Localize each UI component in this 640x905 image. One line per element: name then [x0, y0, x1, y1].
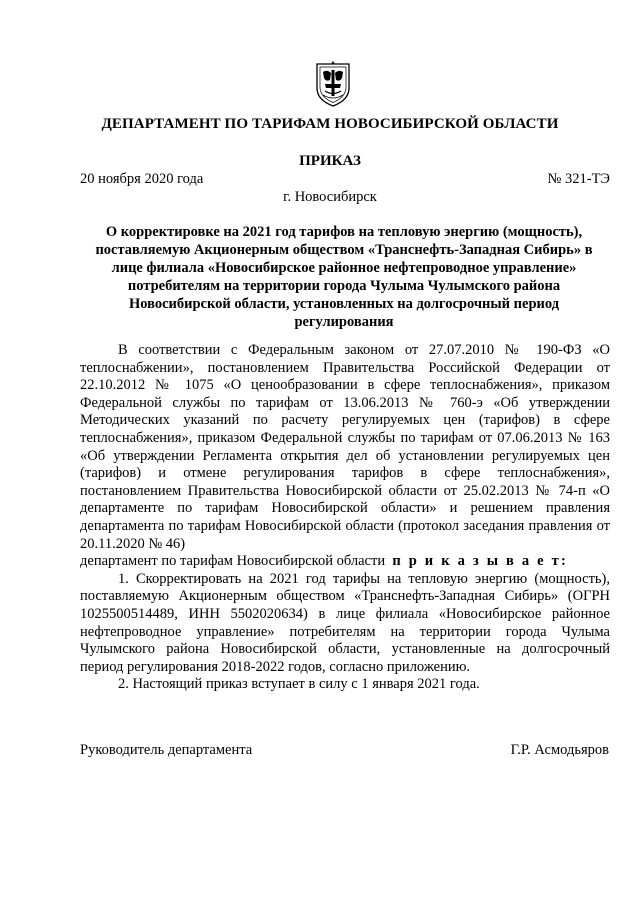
orders-word: п р и к а з ы в а е т: [392, 553, 568, 570]
subject-line: Новосибирской области, установленных на долгосрочный период [128, 296, 560, 312]
subject-line: поставляемую Акционерным обществом «Транснефть-Западная Сибирь» в [95, 242, 593, 258]
coat-of-arms-icon [313, 58, 353, 108]
subject-line: регулирования [294, 314, 394, 330]
subject-line: потребителям на территории города Чулыма Чулымского района [127, 278, 561, 294]
subject-line: лице филиала «Новосибирское районное нефтепроводное управление» [111, 260, 577, 276]
order-item-1: 1. Скорректировать на 2021 год тарифы на тепловую энергию (мощность), поставляемую Акционерным обществом «Транснефть-Западная Сибирь» (ОГРН 1025500514489, ИНН 5502020634) в лице филиала «Новосибирское районное нефтепроводное управление» потребителям на территории города Чулыма Чулымского района Новосибирской области, установленные на долгосрочный период регулирования 2018-2022 годов, согласно приложению. [80, 570, 610, 675]
subject-line: О корректировке на 2021 год тарифов на тепловую энергию (мощность), [105, 224, 583, 240]
order-title: ПРИКАЗ [299, 153, 361, 169]
department-name: ДЕПАРТАМЕНТ ПО ТАРИФАМ НОВОСИБИРСКОЙ ОБЛАСТИ [101, 116, 559, 132]
orders-line [80, 553, 610, 571]
order-body [80, 342, 610, 694]
orders-lead: департамент по тарифам Новосибирской области [80, 553, 386, 570]
signature-position: Руководитель департамента [80, 742, 253, 758]
signature-name: Г.Р. Асмодьяров [510, 742, 609, 758]
order-item-2: 2. Настоящий приказ вступает в силу с 1 января 2021 года. [118, 676, 480, 693]
order-subject [80, 223, 608, 331]
order-city: г. Новосибирск [283, 189, 377, 205]
order-number: № 321-ТЭ [547, 171, 610, 187]
order-date: 20 ноября 2020 года [80, 171, 204, 187]
preamble-paragraph: В соответствии с Федеральным законом от 27.07.2010 № 190-ФЗ «О теплоснабжении», постановлением Правительства Российской Федерации от 22.10.2012 № 1075 «О ценообразовании в сфере теплоснабжения», приказом Федеральной службы по тарифам от 13.06.2013 № 760-э «Об утверждении Методических указаний по расчету регулируемых цен (тарифов) в сфере теплоснабжения», приказом Федеральной службы по тарифам от 07.06.2013 № 163 «Об утверждении Регламента открытия дел об установлении регулируемых цен (тарифов) и отмене регулирования тарифов в сфере теплоснабжения», постановлением Правительства Новосибирской области от 25.02.2013 № 74-п «О департаменте по тарифам Новосибирской области» и решением правления департамента по тарифам Новосибирской области (протокол заседания правления от 20.11.2020 № 46) [80, 342, 610, 552]
